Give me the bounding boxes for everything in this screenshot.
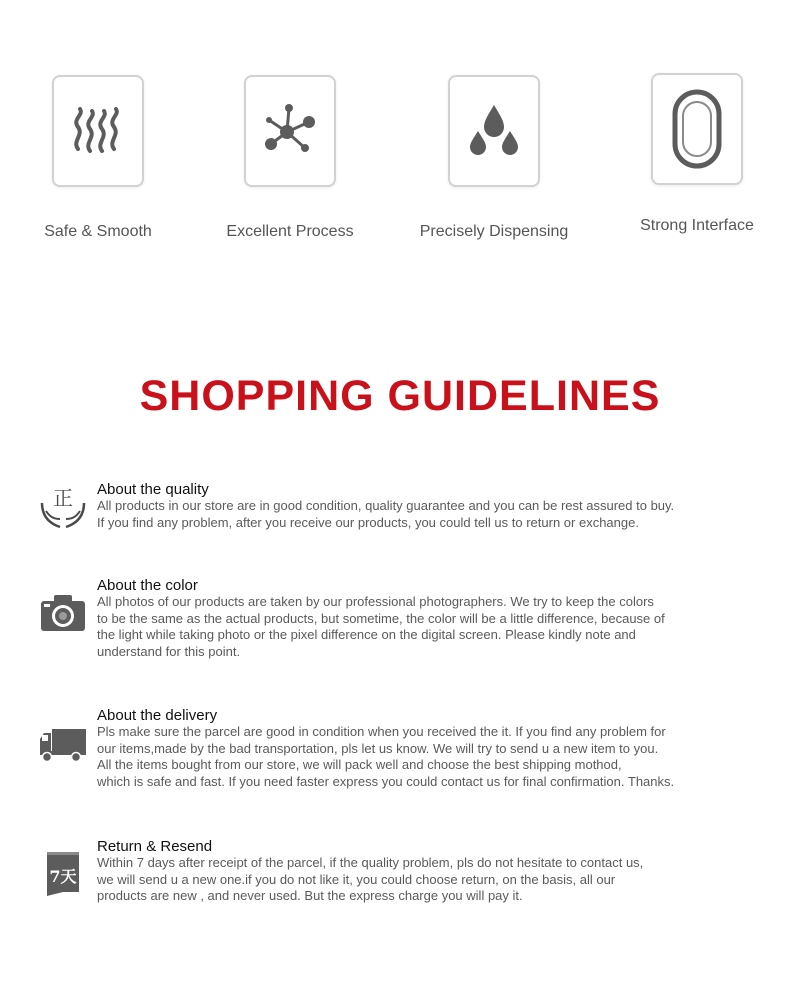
quality-hands-icon (38, 481, 88, 531)
feature-label: Safe & Smooth (44, 223, 152, 240)
guideline-body: Pls make sure the parcel are good in condition when you received the it. If you find any problem for our items,made by the bad transportation, pls let us know. We will try to send u a new item to you. All the items bought from our store, we will pack well and choose the best shipping mothod, which is safe and fast. If you need faster express you could contact us for final confirmation. Thanks. (97, 724, 675, 789)
feature-excellent-process (200, 75, 380, 241)
guideline-body: All photos of our products are taken by our professional photographers. We try to keep the colors to be the same as the actual products, but sometime, the color will be a little difference, because of the light while taking photo or the pixel difference on the digital screen. Please kindly note and understand for this point. (97, 594, 665, 659)
feature-box (448, 75, 540, 187)
feature-safe-smooth (8, 75, 188, 241)
seven-day-calendar-icon (38, 848, 88, 898)
carabiner-icon (669, 88, 725, 170)
delivery-truck-icon (38, 719, 88, 769)
guideline-title: About the delivery (97, 707, 218, 724)
feature-box (244, 75, 336, 187)
feature-precisely-dispensing (404, 75, 584, 241)
calendar-glyph: 7天 (49, 867, 77, 886)
quality-glyph: 正 (53, 486, 73, 510)
camera-icon (38, 589, 88, 639)
page-title: SHOPPING GUIDELINES (139, 372, 661, 420)
feature-strong-interface (607, 73, 787, 235)
guideline-title: About the color (97, 577, 198, 594)
guideline-body: All products in our store are in good condition, quality guarantee and you can be rest assured to buy. If you find any problem, after you receive our products, you could tell us to return or exchange. (97, 498, 675, 530)
guideline-text (97, 577, 797, 660)
guideline-text (97, 838, 797, 905)
feature-label: Excellent Process (226, 223, 354, 240)
guideline-title: Return & Resend (97, 838, 213, 855)
guideline-title: About the quality (97, 481, 209, 498)
feature-label: Strong Interface (640, 217, 754, 234)
guideline-text (97, 481, 797, 531)
feature-box (52, 75, 144, 187)
guideline-text (97, 707, 797, 790)
molecule-network-icon (257, 98, 323, 164)
heat-waves-icon (68, 101, 128, 161)
water-drops-icon (464, 101, 524, 161)
feature-label: Precisely Dispensing (419, 223, 569, 240)
feature-box (651, 73, 743, 185)
guideline-body: Within 7 days after receipt of the parcel, if the quality problem, pls do not hesitate to contact us, we will send u a new one.if you do not like it, you could choose return, on the basis, all our products are new , and never used. But the express charge you will pay it. (97, 855, 644, 903)
